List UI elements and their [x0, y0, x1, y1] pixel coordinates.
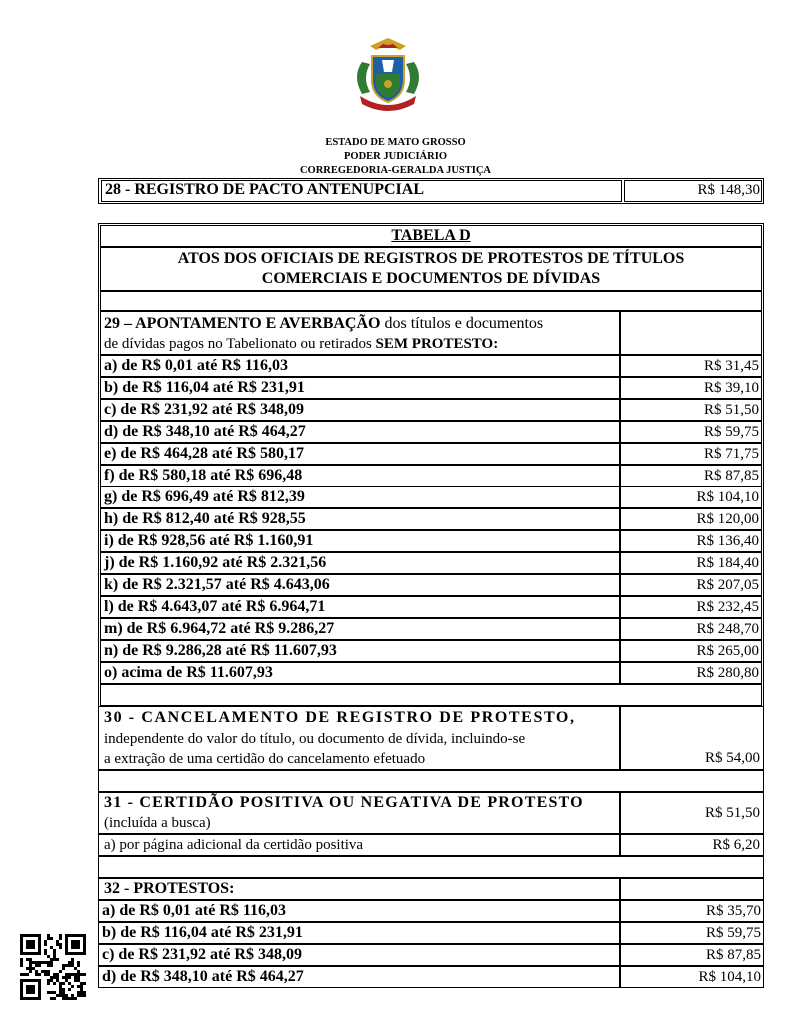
row-value: R$ 265,00	[696, 642, 759, 659]
table-d-subtitle-line2: COMERCIAIS E DOCUMENTOS DE DÍVIDAS	[261, 270, 601, 287]
item31-line1: 31 - CERTIDÃO POSITIVA OU NEGATIVA DE PROTESTO	[104, 794, 584, 811]
row-value: R$ 31,45	[703, 358, 759, 374]
row-value: R$ 207,05	[696, 577, 759, 593]
qr-code	[20, 934, 86, 1000]
row-value: R$ 104,10	[696, 489, 759, 506]
row-label: n) de R$ 9.286,28 até R$ 11.607,93	[104, 641, 337, 659]
table-d-title: TABELA D	[391, 227, 471, 244]
row-value: R$ 232,45	[696, 598, 759, 615]
item31-sub-value: R$ 6,20	[712, 837, 760, 853]
item28-value: R$ 148,30	[697, 182, 760, 198]
spacer-row	[98, 770, 764, 792]
row-value: R$ 87,85	[705, 947, 761, 963]
row-label: e) de R$ 464,28 até R$ 580,17	[104, 444, 304, 462]
item31-value: R$ 51,50	[704, 805, 760, 821]
row-value: R$ 248,70	[696, 620, 759, 637]
row-value: R$ 120,00	[696, 511, 759, 528]
item30-line2: independente do valor do título, ou documento de dívida, incluindo-se	[104, 731, 526, 747]
row-label: g) de R$ 696,49 até R$ 812,39	[104, 488, 305, 506]
header-power: PODER JUDICIÁRIO	[344, 151, 447, 162]
row-label: m) de R$ 6.964,72 até R$ 9.286,27	[104, 619, 335, 637]
item29-heading-value-cell	[620, 311, 762, 355]
row-label: h) de R$ 812,40 até R$ 928,55	[104, 510, 306, 528]
row-label: d) de R$ 348,10 até R$ 464,27	[102, 968, 304, 985]
item32-heading-value-cell	[620, 878, 764, 900]
item31-sub-label: a) por página adicional da certidão positiva	[104, 837, 364, 853]
item31-line2: (incluída a busca)	[104, 815, 211, 831]
item30-line3: a extração de uma certidão do cancelamento efetuado	[104, 751, 426, 767]
row-label: c) de R$ 231,92 até R$ 348,09	[104, 400, 304, 418]
row-label: k) de R$ 2.321,57 até R$ 4.643,06	[104, 576, 330, 593]
item29-heading-bold: 29 – APONTAMENTO E AVERBAÇÃO	[104, 315, 381, 332]
row-label: a) de R$ 0,01 até R$ 116,03	[104, 357, 288, 374]
row-label: i) de R$ 928,56 até R$ 1.160,91	[104, 532, 314, 550]
item32-heading: 32 - PROTESTOS:	[104, 880, 235, 897]
row-value: R$ 87,85	[703, 467, 759, 484]
coat-of-arms-emblem	[348, 34, 428, 114]
row-value: R$ 59,75	[703, 423, 759, 440]
item29-heading-line2	[104, 335, 498, 353]
row-value: R$ 184,40	[696, 555, 759, 572]
row-label: l) de R$ 4.643,07 até R$ 6.964,71	[104, 597, 326, 615]
header-state: ESTADO DE MATO GROSSO	[325, 137, 466, 148]
row-label: d) de R$ 348,10 até R$ 464,27	[104, 422, 306, 440]
table-d-subtitle-line1: ATOS DOS OFICIAIS DE REGISTROS DE PROTESTOS DE TÍTULOS	[177, 250, 685, 267]
row-value: R$ 59,75	[705, 925, 761, 941]
row-label: o) acima de R$ 11.607,93	[104, 663, 273, 681]
item28-label: 28 - REGISTRO DE PACTO ANTENUPCIAL	[105, 181, 425, 198]
item30-line1: 30 - CANCELAMENTO DE REGISTRO DE PROTESTO,	[104, 709, 576, 726]
item29-line2-bold: SEM PROTESTO:	[375, 336, 499, 352]
row-label: c) de R$ 231,92 até R$ 348,09	[102, 946, 302, 963]
row-value: R$ 136,40	[696, 533, 759, 550]
item29-heading-rest: dos títulos e documentos	[380, 315, 544, 332]
row-value: R$ 104,10	[698, 969, 761, 985]
spacer-row	[98, 856, 764, 878]
item30-value: R$ 54,00	[704, 750, 760, 766]
spacer-row	[100, 291, 762, 311]
item29-line2-normal: de dívidas pagos no Tabelionato ou retirados	[104, 336, 376, 352]
row-label: a) de R$ 0,01 até R$ 116,03	[102, 902, 286, 919]
item29-heading-line1	[104, 315, 543, 333]
row-label: b) de R$ 116,04 até R$ 231,91	[104, 378, 305, 396]
row-label: j) de R$ 1.160,92 até R$ 2.321,56	[104, 554, 327, 572]
row-value: R$ 35,70	[705, 903, 761, 919]
row-value: R$ 51,50	[703, 401, 759, 418]
spacer-row	[100, 684, 762, 706]
row-value: R$ 71,75	[703, 445, 759, 462]
header-office: CORREGEDORIA-GERALDA JUSTIÇA	[299, 165, 492, 176]
row-label: f) de R$ 580,18 até R$ 696,48	[104, 466, 303, 484]
row-value: R$ 280,80	[696, 664, 759, 681]
row-label: b) de R$ 116,04 até R$ 231,91	[102, 924, 303, 941]
row-value: R$ 39,10	[703, 379, 759, 396]
